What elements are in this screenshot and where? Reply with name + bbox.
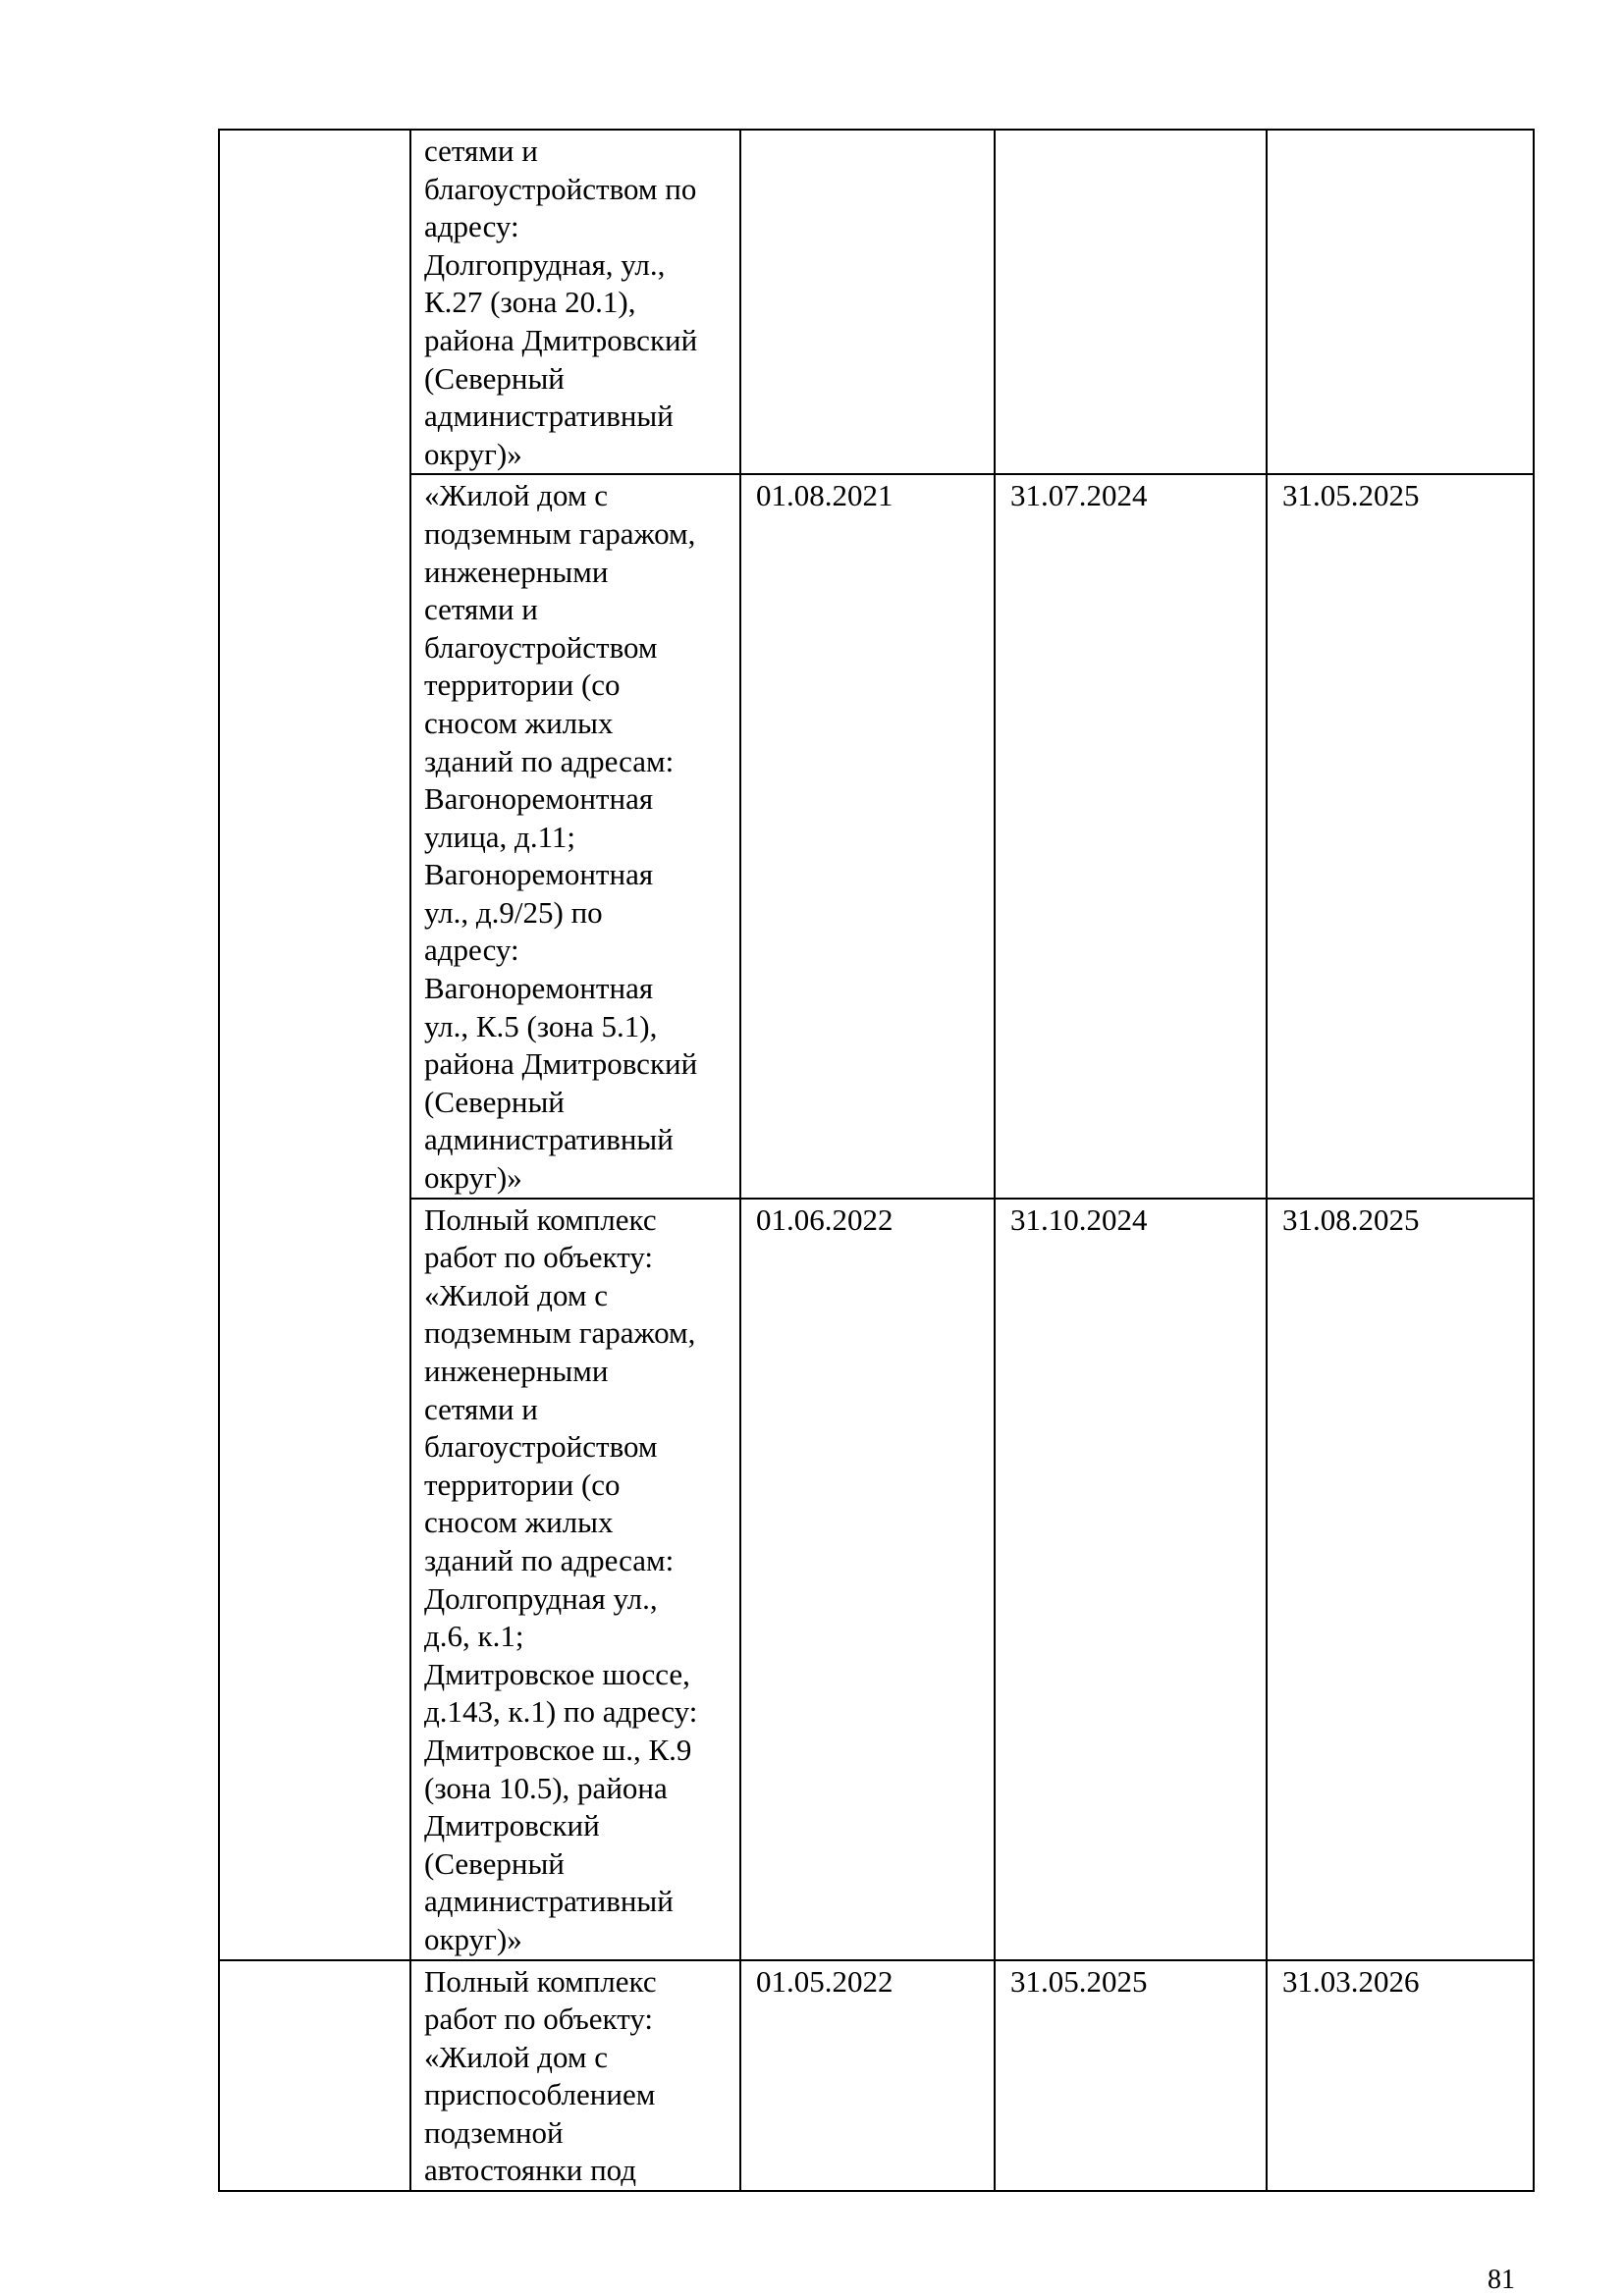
mid-date-cell: 31.05.2025 <box>995 1960 1267 2192</box>
description-line: работ по объекту: <box>424 2002 654 2037</box>
description-line: административный <box>424 1884 674 1919</box>
description-line: Полный комплекс <box>424 1201 657 1237</box>
start-date-cell: 01.05.2022 <box>740 1960 995 2192</box>
description-line: К.27 (зона 20.1), <box>424 285 636 320</box>
description-cell <box>410 1960 740 2192</box>
start-date-cell: 01.08.2021 <box>740 474 995 1198</box>
description-line: района Дмитровский <box>424 1046 698 1082</box>
description-line: (Северный <box>424 1845 565 1881</box>
description-line: Дмитровское ш., К.9 <box>424 1732 692 1767</box>
description-line: округ)» <box>424 1921 522 1956</box>
table-row <box>219 1960 1534 2192</box>
description-line: зданий по адресам: <box>424 1542 675 1577</box>
description-line: улица, д.11; <box>424 819 576 854</box>
description-line: благоустройством по <box>424 171 697 206</box>
description-line: «Жилой дом с <box>424 1277 608 1312</box>
table-row <box>219 474 1534 1198</box>
description-cell <box>410 1199 740 1960</box>
description-line: Дмитровское шоссе, <box>424 1656 690 1691</box>
description-line: ул., д.9/25) по <box>424 894 603 930</box>
description-line: подземным гаражом, <box>424 1315 696 1351</box>
description-line: сносом жилых <box>424 705 614 740</box>
description-line: Долгопрудная ул., <box>424 1580 658 1616</box>
end-date-cell: 31.08.2025 <box>1267 1199 1534 1960</box>
description-line: Вагоноремонтная <box>424 857 654 892</box>
description-line: адресу: <box>424 209 519 244</box>
description-line: Полный комплекс <box>424 1963 657 1999</box>
description-line: сносом жилых <box>424 1505 614 1540</box>
description-line: ул., К.5 (зона 5.1), <box>424 1008 658 1043</box>
table-row <box>219 130 1534 474</box>
description-line: административный <box>424 399 674 434</box>
description-line: территории (со <box>424 1467 621 1502</box>
description-line: территории (со <box>424 667 621 703</box>
description-line: сетями и <box>424 133 538 168</box>
description-line: благоустройством <box>424 629 658 665</box>
description-line: автостоянки под <box>424 2153 637 2188</box>
start-date-cell <box>740 130 995 474</box>
description-cell <box>410 474 740 1198</box>
description-line: зданий по адресам: <box>424 743 675 778</box>
description-line: Дмитровский <box>424 1808 600 1843</box>
data-table <box>218 129 1535 2192</box>
description-line: округ)» <box>424 1160 522 1196</box>
description-line: «Жилой дом с <box>424 2039 608 2074</box>
row-number-cell <box>219 130 410 1960</box>
description-line: Вагоноремонтная <box>424 781 654 817</box>
description-line: благоустройством <box>424 1429 658 1465</box>
description-line: округ)» <box>424 436 522 471</box>
description-line: Долгопрудная, ул., <box>424 246 666 282</box>
description-line: д.143, к.1) по адресу: <box>424 1694 698 1730</box>
description-line: адресу: <box>424 933 519 968</box>
end-date-cell: 31.05.2025 <box>1267 474 1534 1198</box>
description-line: Вагоноремонтная <box>424 971 654 1006</box>
mid-date-cell <box>995 130 1267 474</box>
description-line: инженерными <box>424 554 609 589</box>
table-row <box>219 1199 1534 1960</box>
mid-date-cell: 31.10.2024 <box>995 1199 1267 1960</box>
description-line: инженерными <box>424 1354 609 1388</box>
description-cell <box>410 130 740 474</box>
end-date-cell: 31.03.2026 <box>1267 1960 1534 2192</box>
description-line: приспособлением <box>424 2077 656 2112</box>
mid-date-cell: 31.07.2024 <box>995 474 1267 1198</box>
description-line: подземной <box>424 2114 564 2150</box>
description-line: сетями и <box>424 1391 538 1426</box>
start-date-cell: 01.06.2022 <box>740 1199 995 1960</box>
description-line: административный <box>424 1122 674 1157</box>
description-line: района Дмитровский <box>424 322 698 357</box>
row-number-cell <box>219 1960 410 2192</box>
description-line: подземным гаражом, <box>424 515 696 551</box>
description-line: (зона 10.5), района <box>424 1770 668 1805</box>
end-date-cell <box>1267 130 1534 474</box>
description-line: д.6, к.1; <box>424 1619 524 1654</box>
page-number: 81 <box>1488 2265 1515 2295</box>
description-line: сетями и <box>424 592 538 627</box>
description-line: «Жилой дом с <box>424 478 608 513</box>
description-line: работ по объекту: <box>424 1240 654 1275</box>
description-line: (Северный <box>424 1084 565 1119</box>
description-line: (Северный <box>424 360 565 396</box>
